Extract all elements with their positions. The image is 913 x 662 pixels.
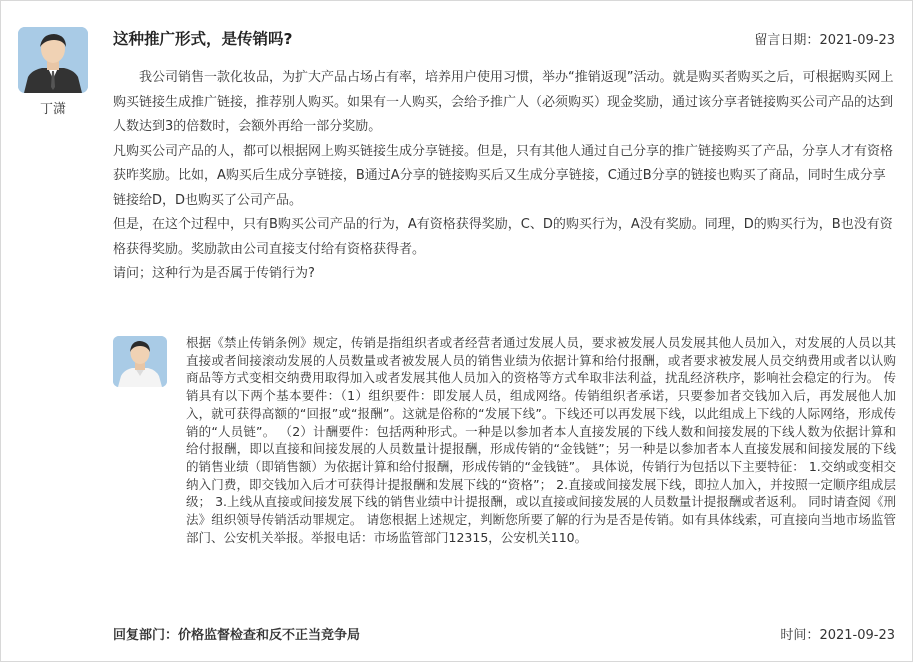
- reply-body: 根据《禁止传销条例》规定，传销是指组织者或者经营者通过发展人员，要求被发展人员发展其他人员加入，对发展的人员以其直接或者间接滚动发展的人员数量或者被发展人员的销售业绩为依据计算和给付报酬，或者要求被发展人员交纳费用或者以认购商品等方式变相交纳费用取得加入或者发展其他人员加入的资格等方式牟取非法利益，扰乱经济秩序，影响社会稳定的行为。 传销具有以下两个基本要件：（1）组织要件：即发展人员，组成网络。传销组织者承诺，只要参加者交钱加入后，再发展他人加入，就可获得高额的“回报”或“报酬”。这就是俗称的“发展下线”。下线还可以再发展下线，以此组成上下线的人际网络，形成传销的“人员链”。 （2）计酬要件：包括两种形式。一种是以参加者本人直接发展的下线人数和间接发展的下线人数为依据计算和给付报酬，即以直接和间接发展的人员数量计提报酬，形成传销的“金钱链”；另一种是以参加者本人直接发展和间接发展的下线的销售业绩（即销售额）为依据计算和给付报酬，形成传销的“金钱链”。 具体说，传销行为包括以下主要特征： 1.交纳或变相交纳入门费，即交钱加入后才可获得计提报酬和发展下线的“资格”； 2.直接或间接发展下线，即拉人加入，并按照一定顺序组成层级； 3.上线从直接或间接发展下线的销售业绩中计提报酬，或以直接或间接发展的人员数量计提报酬或者返利。 同时请查阅《刑法》组织领导传销活动罪规定。 请您根据上述规定，判断您所要了解的行为是否是传销。如有具体线索，可直接向当地市场监管部门、公安机关举报。举报电话：市场监管部门12315，公安机关110。: [186, 335, 896, 545]
- asker-avatar: [18, 27, 88, 93]
- question-date: [754, 29, 895, 48]
- person-silhouette-icon: [18, 27, 88, 93]
- question-paragraph: 我公司销售一款化妆品，为扩大产品占场占有率，培养用户使用习惯，举办“推销返现”活动。就是购买者购买之后，可根据购买网上购买链接生成推广链接，推荐别人购买。如果有一人购买，会给予推广人（必须购买）现金奖励，通过该分享者链接购买公司产品的达到人数达到3的倍数时，会额外再给一部分奖励。: [113, 70, 894, 134]
- reply-time-label: 时间：: [780, 628, 820, 643]
- reply-time: [780, 624, 895, 643]
- person-silhouette-icon: [113, 336, 167, 387]
- question-title: 这种推广形式，是传销吗?: [113, 30, 293, 48]
- question-date-label: 留言日期：: [754, 33, 820, 48]
- question-paragraph: 请问；这种行为是否属于传销行为?: [113, 266, 315, 281]
- reply-department: [113, 624, 360, 643]
- question-date-value: 2021-09-23: [819, 33, 895, 48]
- asker-name: 丁潇: [39, 102, 66, 117]
- question-body: [113, 66, 896, 287]
- reply-time-value: 2021-09-23: [819, 628, 895, 643]
- reply-department-label: 回复部门：: [113, 628, 179, 643]
- question-paragraph: 凡购买公司产品的人，都可以根据网上购买链接生成分享链接。但是，只有其他人通过自己分享的推广链接购买了产品，分享人才有资格获昨奖励。比如，A购买后生成分享链接，B通过A分享的链接购买后又生成分享链接，C通过B分享的链接也购买了商品，同时生成分享链接给D，D也购买了公司产品。: [113, 143, 894, 208]
- question-paragraph: 但是，在这个过程中，只有B购买公司产品的行为，A有资格获得奖励，C、D的购买行为，A没有奖励。同理，D的购买行为，B也没有资格获得奖励。奖励款由公司直接支付给有资格获得者。: [113, 217, 893, 257]
- reply-avatar: [113, 336, 167, 387]
- reply-department-value: 价格监督检查和反不正当竞争局: [178, 628, 361, 643]
